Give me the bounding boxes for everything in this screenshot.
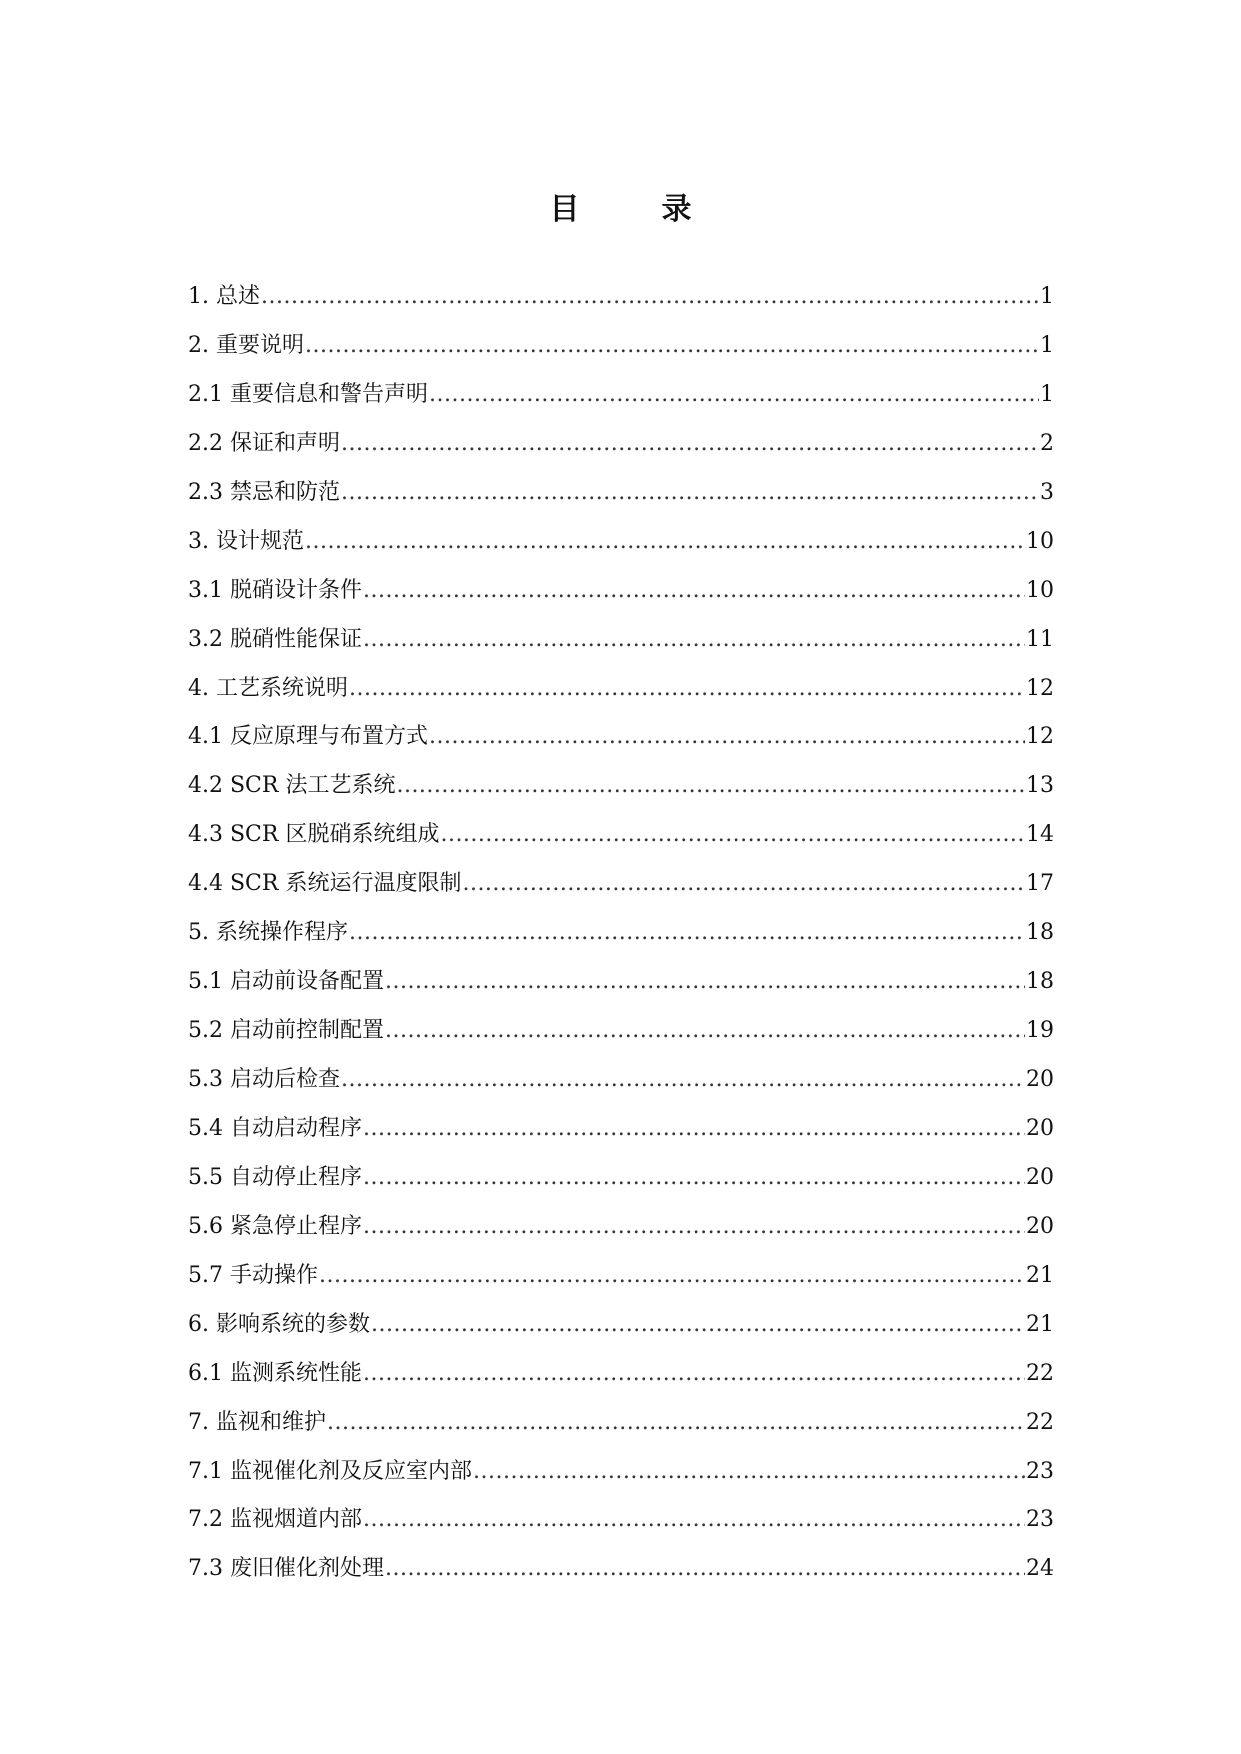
toc-entry-label: 5.1 启动前设备配置	[188, 969, 384, 995]
toc-entry[interactable]	[188, 1065, 1054, 1114]
toc-dot-leader	[305, 331, 1039, 361]
toc-entry-label: 3.2 脱硝性能保证	[188, 626, 362, 652]
toc-entry[interactable]	[188, 1310, 1054, 1359]
toc-dot-leader	[371, 1310, 1025, 1340]
toc-entry-page-number: 17	[1026, 871, 1054, 897]
toc-entry-label: 2.2 保证和声明	[188, 430, 340, 456]
toc-entry[interactable]	[188, 282, 1054, 331]
toc-dot-leader	[305, 527, 1025, 557]
toc-title: 目 录	[549, 192, 718, 227]
toc-entry[interactable]	[188, 869, 1054, 918]
toc-entry-label: 4.1 反应原理与布置方式	[188, 724, 428, 750]
toc-entry[interactable]	[188, 380, 1054, 429]
toc-dot-leader	[385, 967, 1025, 997]
toc-entry-label: 5. 系统操作程序	[188, 920, 348, 946]
toc-entry-page-number: 18	[1026, 920, 1054, 946]
toc-dot-leader	[385, 1016, 1025, 1046]
toc-entry-label: 2.3 禁忌和防范	[188, 479, 340, 505]
toc-entry-label: 2. 重要说明	[188, 332, 304, 358]
toc-dot-leader	[327, 1408, 1025, 1438]
toc-entry[interactable]	[188, 478, 1054, 527]
toc-entry-page-number: 14	[1026, 822, 1054, 848]
toc-entry-label: 4.4 SCR 系统运行温度限制	[188, 871, 462, 897]
toc-dot-leader	[363, 1505, 1025, 1535]
toc-entry-page-number: 20	[1026, 1213, 1054, 1239]
toc-entry-page-number: 3	[1040, 479, 1054, 505]
toc-entry-label: 4.2 SCR 法工艺系统	[188, 773, 396, 799]
toc-entry[interactable]	[188, 429, 1054, 478]
toc-entry-page-number: 22	[1026, 1360, 1054, 1386]
toc-dot-leader	[341, 1065, 1025, 1095]
toc-entry-page-number: 20	[1026, 1115, 1054, 1141]
toc-entry-page-number: 20	[1026, 1067, 1054, 1092]
toc-dot-leader	[429, 722, 1025, 752]
toc-dot-leader	[261, 282, 1039, 312]
toc-entry[interactable]	[188, 1457, 1054, 1506]
toc-entry-label: 5.4 自动启动程序	[188, 1115, 362, 1141]
toc-entry-label: 2.1 重要信息和警告声明	[188, 381, 428, 407]
toc-entry[interactable]	[188, 722, 1054, 771]
toc-dot-leader	[363, 576, 1025, 606]
toc-entry[interactable]	[188, 967, 1054, 1016]
toc-entry-page-number: 1	[1040, 284, 1054, 309]
toc-entry-label: 7.2 监视烟道内部	[188, 1507, 362, 1533]
toc-dot-leader	[462, 869, 1025, 899]
toc-entry[interactable]	[188, 771, 1054, 820]
toc-entry-label: 5.2 启动前控制配置	[188, 1018, 384, 1044]
toc-entry[interactable]	[188, 625, 1054, 674]
toc-dot-leader	[473, 1457, 1025, 1487]
toc-entry[interactable]	[188, 820, 1054, 869]
toc-dot-leader	[385, 1554, 1025, 1584]
toc-dot-leader	[349, 674, 1025, 704]
toc-entry-label: 6. 影响系统的参数	[188, 1311, 370, 1337]
toc-entry[interactable]	[188, 1359, 1054, 1408]
toc-dot-leader	[363, 625, 1025, 655]
toc-entry-label: 4.3 SCR 区脱硝系统组成	[188, 822, 440, 848]
toc-dot-leader	[341, 429, 1039, 459]
toc-entry[interactable]	[188, 331, 1054, 380]
toc-entry[interactable]	[188, 918, 1054, 967]
toc-entry-page-number: 24	[1026, 1556, 1054, 1582]
toc-entry-page-number: 10	[1026, 528, 1054, 554]
toc-entry-label: 5.7 手动操作	[188, 1262, 318, 1288]
toc-entry[interactable]	[188, 1554, 1054, 1603]
toc-dot-leader	[319, 1261, 1025, 1291]
toc-dot-leader	[341, 478, 1039, 508]
toc-entry-page-number: 12	[1026, 675, 1054, 701]
toc-entry-label: 1. 总述	[188, 284, 260, 309]
toc-dot-leader	[440, 820, 1025, 850]
toc-entry-page-number: 1	[1040, 381, 1054, 407]
toc-dot-leader	[396, 771, 1025, 801]
toc-entry-label: 4. 工艺系统说明	[188, 675, 348, 701]
toc-dot-leader	[429, 380, 1039, 410]
toc-entry[interactable]	[188, 527, 1054, 576]
toc-entry-page-number: 23	[1026, 1507, 1054, 1533]
toc-dot-leader	[363, 1359, 1025, 1389]
toc-entry-page-number: 19	[1026, 1018, 1054, 1044]
toc-entry-page-number: 23	[1026, 1458, 1054, 1484]
toc-dot-leader	[349, 918, 1025, 948]
toc-entry-page-number: 22	[1026, 1409, 1054, 1435]
toc-entry[interactable]	[188, 1408, 1054, 1457]
toc-entry[interactable]	[188, 1016, 1054, 1065]
toc-entry-label: 5.3 启动后检查	[188, 1067, 340, 1092]
toc-dot-leader	[363, 1163, 1025, 1193]
toc-entry-label: 6.1 监测系统性能	[188, 1360, 362, 1386]
toc-entry-label: 7. 监视和维护	[188, 1409, 326, 1435]
toc-entry[interactable]	[188, 1505, 1054, 1554]
toc-entry-page-number: 10	[1026, 577, 1054, 603]
toc-entry-page-number: 11	[1026, 626, 1054, 652]
toc-entry-label: 5.6 紧急停止程序	[188, 1213, 362, 1239]
toc-entry-page-number: 18	[1026, 969, 1054, 995]
toc-entry-label: 7.1 监视催化剂及反应室内部	[188, 1458, 472, 1484]
toc-entry[interactable]	[188, 1163, 1054, 1212]
toc-entry-page-number: 13	[1026, 773, 1054, 799]
toc-entry-page-number: 20	[1026, 1164, 1054, 1190]
toc-entry[interactable]	[188, 1212, 1054, 1261]
toc-entry-label: 5.5 自动停止程序	[188, 1164, 362, 1190]
toc-dot-leader	[363, 1114, 1025, 1144]
toc-dot-leader	[363, 1212, 1025, 1242]
toc-entry-page-number: 1	[1040, 332, 1054, 358]
toc-entry-label: 7.3 废旧催化剂处理	[188, 1556, 384, 1582]
toc-list	[188, 282, 1054, 1603]
toc-entry-page-number: 12	[1026, 724, 1054, 750]
toc-entry-label: 3. 设计规范	[188, 528, 304, 554]
toc-entry[interactable]	[188, 576, 1054, 625]
toc-entry[interactable]	[188, 674, 1054, 723]
toc-entry-page-number: 2	[1040, 430, 1054, 456]
toc-entry[interactable]	[188, 1114, 1054, 1163]
toc-entry-label: 3.1 脱硝设计条件	[188, 577, 362, 603]
toc-entry-page-number: 21	[1026, 1262, 1054, 1288]
toc-entry[interactable]	[188, 1261, 1054, 1310]
toc-entry-page-number: 21	[1026, 1311, 1054, 1337]
